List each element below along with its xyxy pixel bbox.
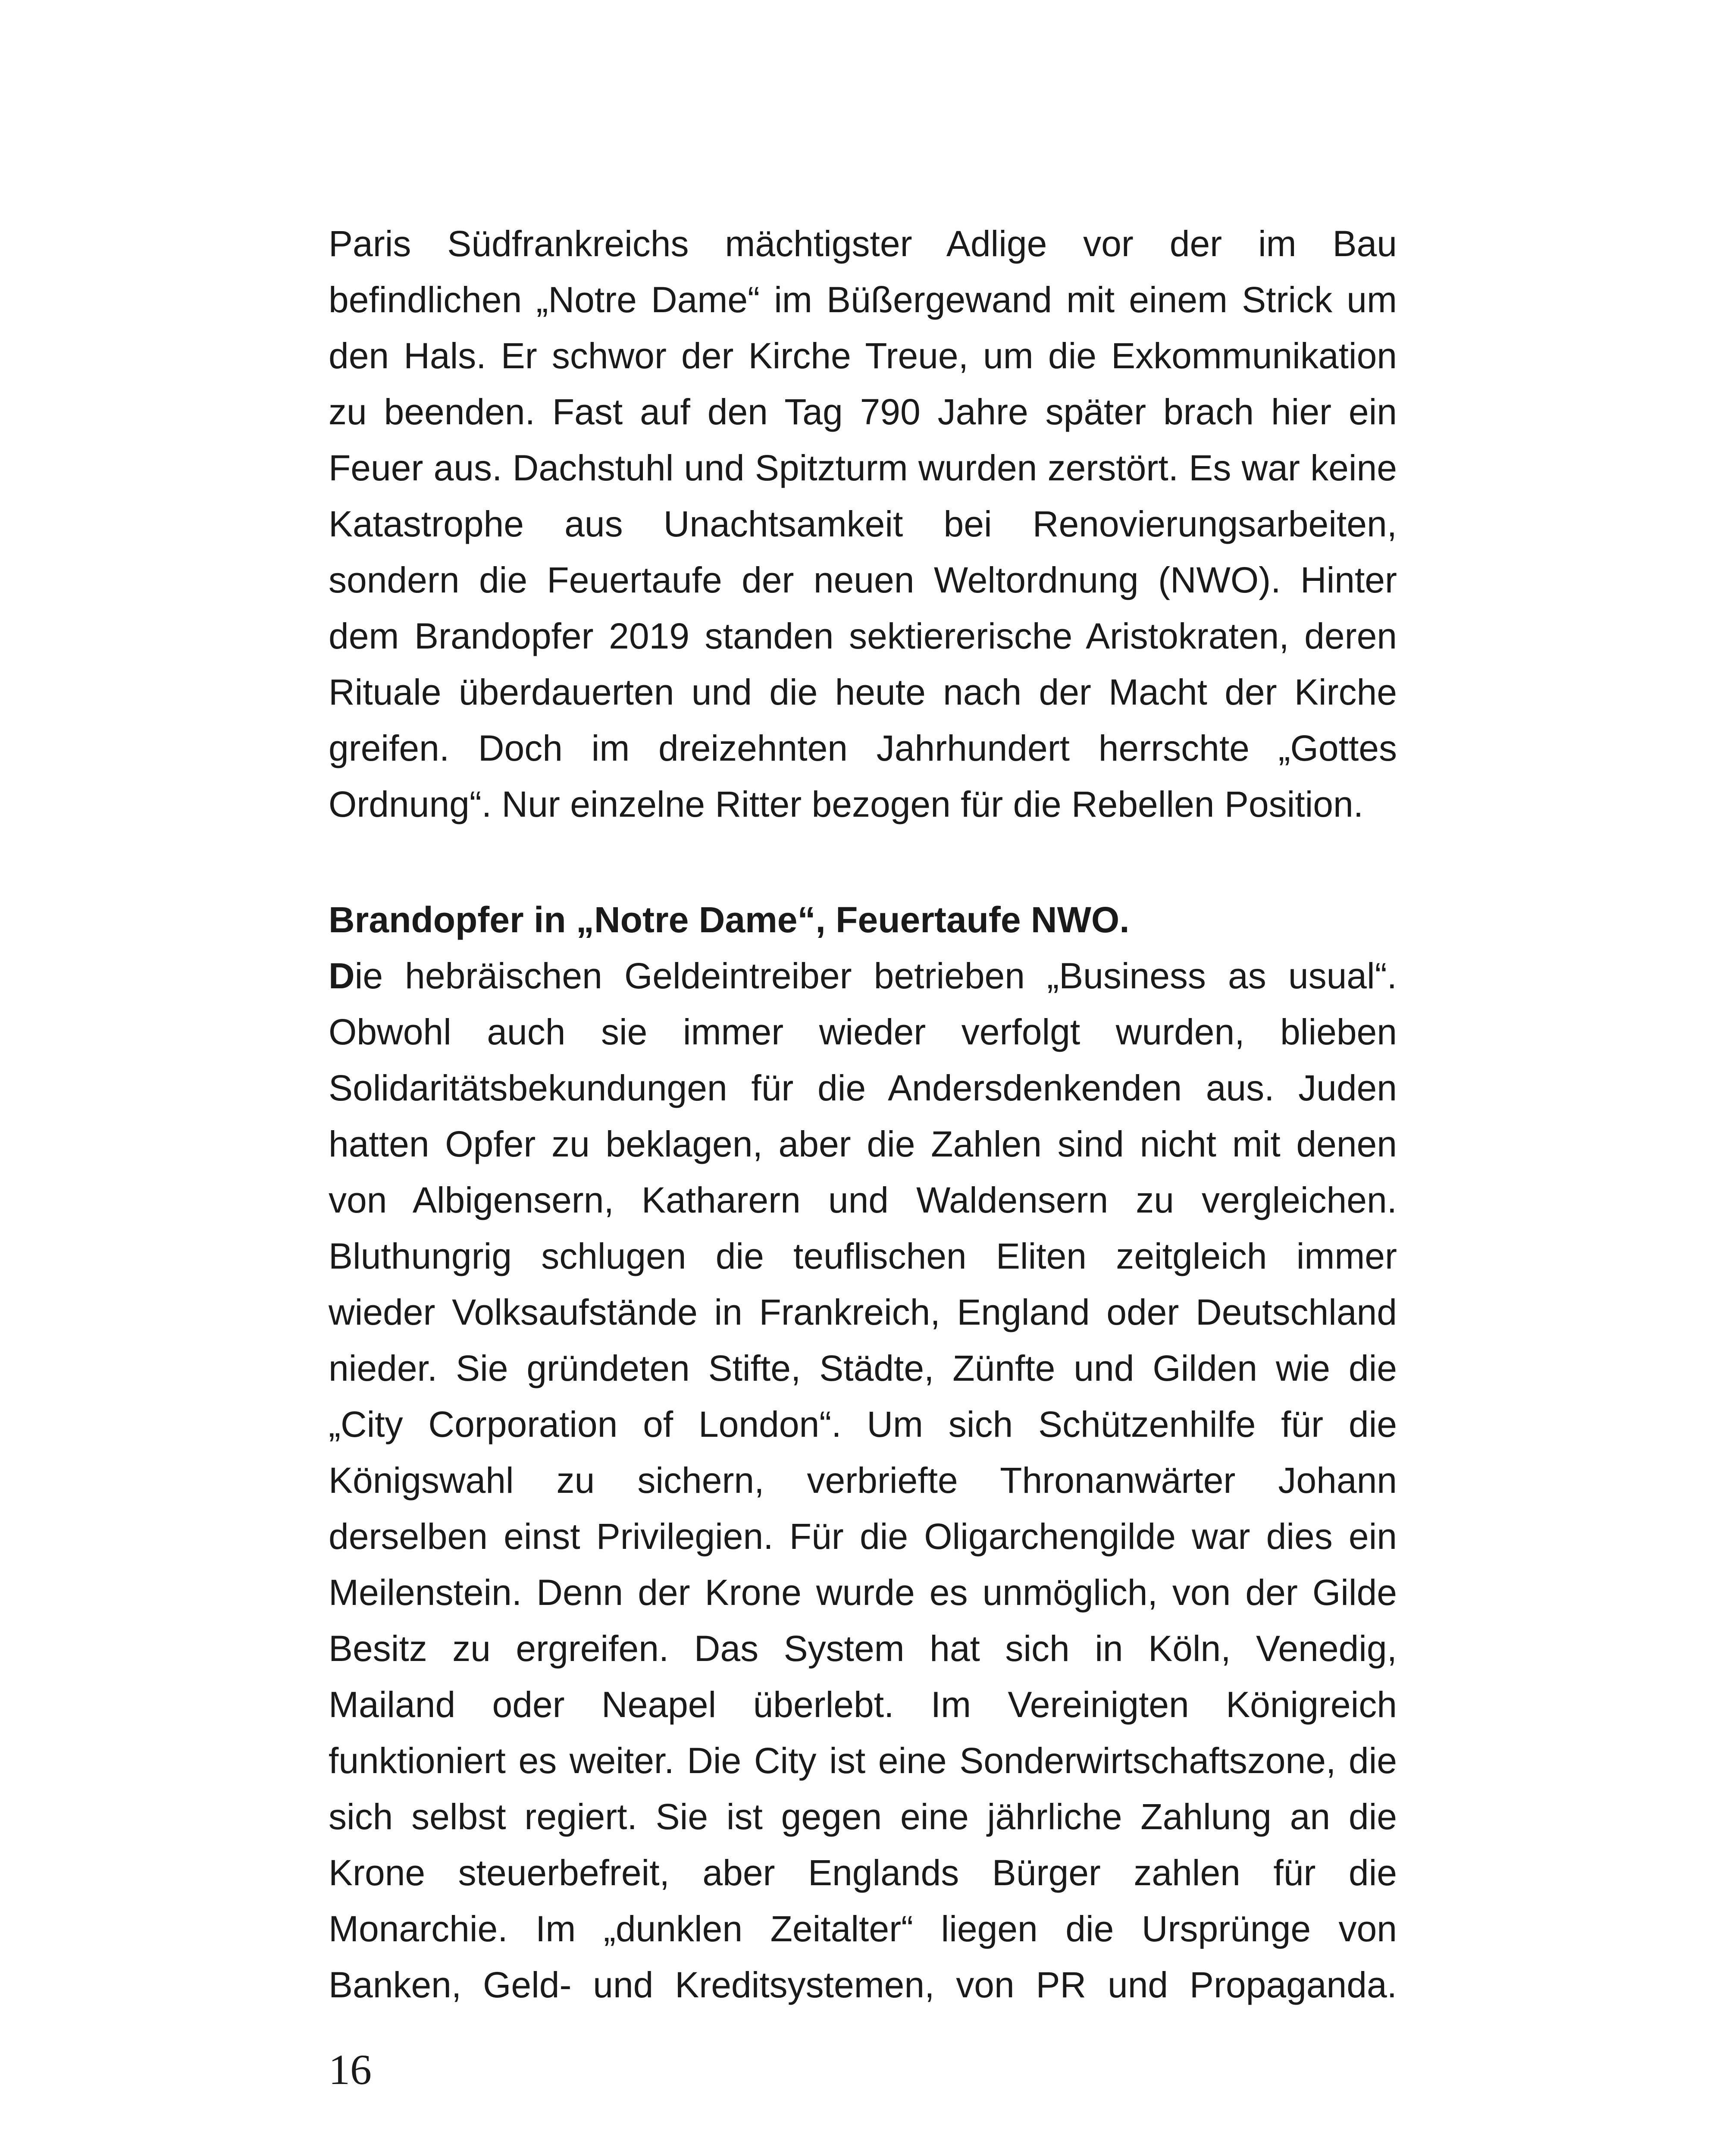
page-number: 16 (329, 2046, 372, 2093)
body-paragraph-1: Paris Südfrankreichs mächtigster Adlige vor der im Bau befindlichen „Notre Dame“ im Büßergewand mit einem Strick um den Hals. Er schwor der Kirche Treue, um die Exkommunikation zu beenden. Fast auf den Tag 790 Jahre später brach hier ein Feuer aus. Dachstuhl und Spitzturm wurden zerstört. Es war keine Katastrophe aus Unachtsamkeit bei Renovierungsarbeiten, sondern die Feuertaufe der neuen Weltordnung (NWO). Hinter dem Brandopfer 2019 standen sektiererische Aristokraten, deren Rituale überdauerten und die heute nach der Macht der Kirche greifen. Doch im dreizehnten Jahrhundert herrschte „Gottes Ordnung“. Nur einzelne Ritter bezogen für die Rebellen Position. (329, 223, 1397, 824)
paragraph-initial: D (329, 956, 355, 996)
paragraph-text: ie hebräischen Geldeintreiber betrieben „Business as usual“. Obwohl auch sie immer wieder verfolgt wurden, blieben Solidaritätsbekundungen für die Andersdenkenden aus. Juden hatten Opfer zu beklagen, aber die Zahlen sind nicht mit denen von Albigensern, Katharern und Waldensern zu vergleichen. Bluthungrig schlugen die teuflischen Eliten zeitgleich immer wieder Volksaufstände in Frankreich, England oder Deutschland nieder. Sie gründeten Stifte, Städte, Zünfte und Gilden wie die „City Corporation of London“. Um sich Schützenhilfe für die Königswahl zu sichern, verbriefte Thronanwärter Johann derselben einst Privilegien. Für die Oligarchengilde war dies ein Meilenstein. Denn der Krone wurde es unmöglich, von der Gilde Besitz zu ergreifen. Das System hat sich in Köln, Venedig, Mailand oder Neapel überlebt. Im Vereinigten Königreich funktioniert es weiter. Die City ist eine Sonderwirtschaftszone, die sich selbst regiert. Sie ist gegen eine jährliche Zahlung an die Krone steuerbefreit, aber Englands Bürger zahlen für die Monarchie. Im „dunklen Zeitalter“ liegen die Ursprünge von Banken, Geld- und Kreditsystemen, von PR und Propaganda. (329, 956, 1397, 2005)
body-paragraph-2 (329, 948, 1397, 2013)
section-heading: Brandopfer in „Notre Dame“, Feuertaufe NWO. (329, 899, 1130, 940)
